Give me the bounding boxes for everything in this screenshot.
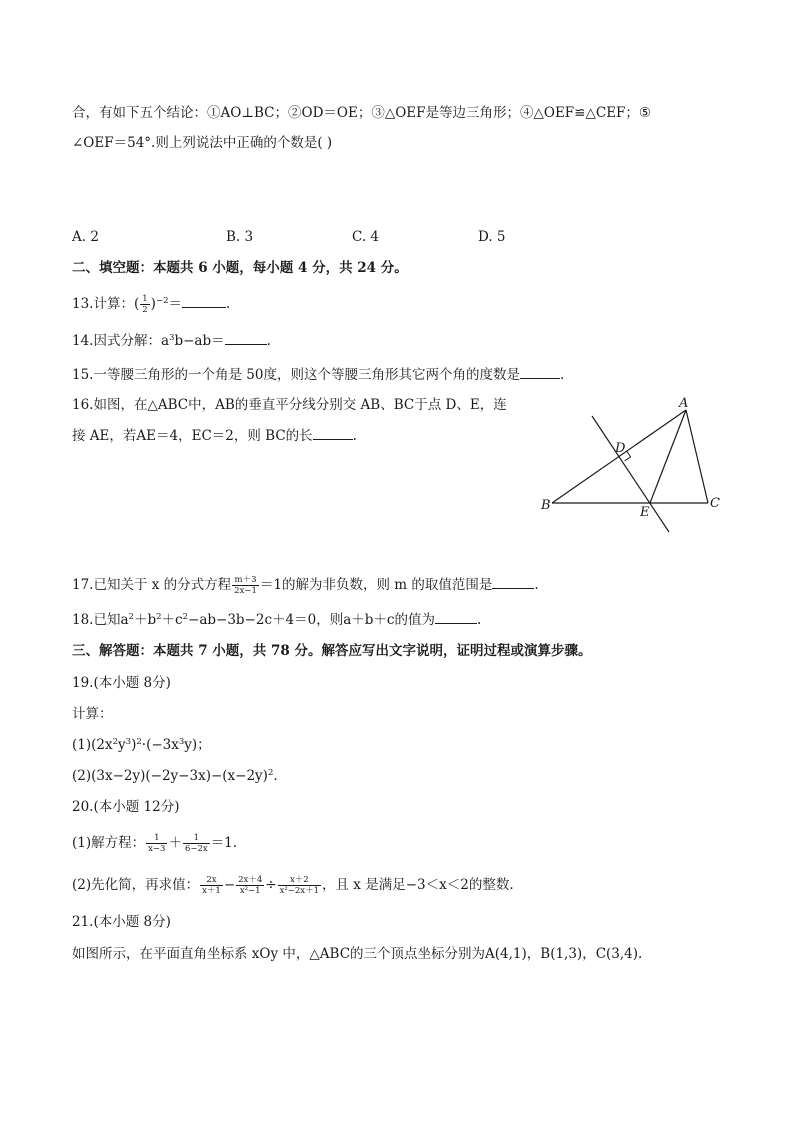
q19-part2: $(2)(3x-2y)(-2y-3x)-(x-2y)^2$. [72, 768, 278, 784]
q20-part1: (1)解方程： $\frac{1}{x-3}$ ＋ $\frac{1}{6-2x}$ ＝1. [72, 833, 238, 854]
q19-header: 19.(本小题 8分) [72, 675, 171, 691]
q15-answer-blank[interactable] [520, 364, 560, 379]
label-c: C [710, 496, 720, 511]
q20-frac-2: $\frac{1}{6-2x}$ [184, 833, 208, 854]
question-15: 15.一等腰三角形的一个角是 50度，则这个等腰三角形其它两个角的度数是 . [72, 364, 564, 385]
q17-answer-blank[interactable] [492, 574, 534, 589]
triangle-figure [530, 390, 730, 570]
question-18: 18.已知$a^2+b^2+c^2-ab-3b-2c+4=0$，则a＋b＋c的值为 . [72, 609, 481, 630]
q16-line1: 16.如图，在△ABC中，AB的垂直平分线分别交 AB、BC于点 D、E，连 [72, 397, 507, 413]
q16-line2: 接 AE，若AE＝4，EC＝2，则 BC的长 . [72, 425, 357, 446]
option-c: C. 4 [352, 229, 380, 245]
segment-ac [686, 410, 708, 503]
label-a: A [679, 396, 689, 411]
label-b: B [541, 498, 551, 513]
q21-text: 如图所示，在平面直角坐标系 xOy 中，△ABC的三个顶点坐标分别为A(4,1)，B(1,3)，C(3,4). [72, 946, 643, 962]
q14-answer-blank[interactable] [225, 330, 267, 345]
q16-answer-blank[interactable] [313, 425, 353, 440]
q19-intro: 计算： [72, 706, 113, 722]
label-d: D [615, 441, 626, 456]
q20-frac-5: $\frac{x+2}{\text{x²−2x＋1}}$ [279, 875, 320, 896]
q20-frac-1: $\frac{1}{x-3}$ [148, 833, 166, 854]
perpendicular-bisector [592, 416, 669, 532]
q21-header: 21.(本小题 8分) [72, 914, 171, 930]
q13-answer-blank[interactable] [182, 293, 226, 308]
question-14: 14.因式分解：$a^3b-ab=$ . [72, 330, 271, 351]
q20-frac-3: $\frac{2x}{x+1}$ [202, 875, 221, 896]
q20-header: 20.(本小题 12分) [72, 799, 180, 815]
segment-ae [650, 410, 686, 503]
section-3-heading: 三、解答题：本题共 7 小题，共 78 分。解答应写出文字说明，证明过程或演算步骤。 [72, 643, 592, 659]
q17-fraction: $\frac{m+3}{2x-1}$ [234, 575, 257, 596]
option-b: B. 3 [226, 229, 254, 245]
option-d: D. 5 [478, 229, 506, 245]
q13-fraction: $\frac{1}{2}$ [142, 294, 148, 315]
q19-part1: $(1)(2x^2y^3)^2\cdot(-3x^3y)$； [72, 737, 211, 753]
q20-part2: (2)先化简，再求值： $\frac{2x}{x+1}$ − $\frac{2x+4}{\text{x²−1}}$ ÷ $\frac{x+2}{\text{x²−2x＋1}}$ ，且 x 是满足−3＜x＜2的整数. [72, 875, 514, 896]
q12-line2: ∠OEF＝54°.则上列说法中正确的个数是( ) [72, 135, 333, 151]
label-e: E [640, 505, 650, 520]
section-2-heading: 二、填空题：本题共 6 小题，每小题 4 分，共 24 分。 [72, 260, 408, 276]
q12-line1: 合，有如下五个结论：①AO⊥BC；②OD＝OE；③△OEF是等边三角形；④△OEF≌△CEF；⑤ [72, 105, 652, 121]
question-13: 13.计算：( $\frac{1}{2}$ )$^{-2}$＝ . [72, 294, 231, 315]
question-17: 17.已知关于 x 的分式方程 $\frac{m+3}{2x-1}$ ＝1的解为非负数，则 m 的取值范围是 . [72, 575, 539, 596]
q20-frac-4: $\frac{2x+4}{\text{x²−1}}$ [238, 875, 263, 896]
q18-answer-blank[interactable] [435, 609, 477, 624]
option-a: A. 2 [72, 229, 99, 245]
